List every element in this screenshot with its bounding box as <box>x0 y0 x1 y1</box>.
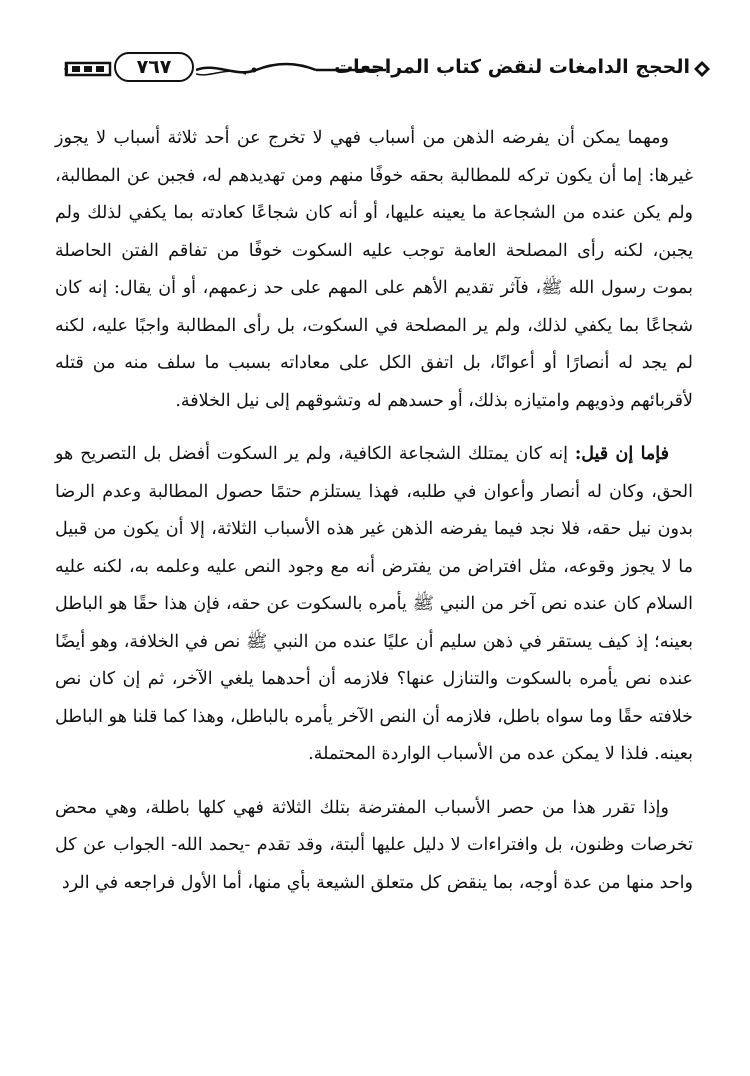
paragraph-2 <box>55 436 693 774</box>
diamond-ornament-icon <box>694 61 710 77</box>
running-title: الحجج الدامغات لنقض كتاب المراجعات <box>334 56 690 78</box>
paragraph-1-text: ومهما يمكن أن يفرضه الذهن من أسباب فهي لا تخرج عن أحد ثلاثة أسباب لا يجوز غيرها: إما أن يكون تركه للمطالبة بحقه خوفًا منهم ومن تهديدهم له، فجبن عن المطالبة، ولم يكن عنده من الشجاعة ما يعينه عليها، أو أنه كان شجاعًا كعادته بما يكفي لذلك ولم يجبن، لكنه رأى المصلحة العامة توجب عليه السكوت خوفًا من تفاقم الفتن الحاصلة بموت رسول الله ﷺ، فآثر تقديم الأهم على المهم على حد زعمهم، أو أن يقال: إنه كان شجاعًا بما يكفي لذلك، ولم ير المصلحة في السكوت، بل رأى المطالبة واجبًا عليه، لكنه لم يجد له أنصارًا أو أعوانًا، بل اتفق الكل على معاداته بسبب ما سلف منه من قتله لأقربائهم وذويهم وامتيازه بذلك، أو حسدهم له وتشوقهم إلى نيل الخلافة. <box>55 128 693 411</box>
paragraph-2-lead: فإما إن قيل: <box>574 444 669 464</box>
paragraph-3 <box>55 790 693 903</box>
main-text <box>55 120 693 902</box>
page-header <box>40 48 710 88</box>
scroll-ornament-icon <box>64 58 112 80</box>
paragraph-1 <box>55 120 693 420</box>
paragraph-3-text: وإذا تقرر هذا من حصر الأسباب المفترضة بتلك الثلاثة فهي كلها باطلة، وهي محض تخرصات وظنون، بل وافتراءات لا دليل عليها ألبتة، وقد تقدم -يحمد الله- الجواب عن كل واحد منها من عدة أوجه، بما ينقض كل متعلق الشيعة بأي منها، أما الأول فراجعه في الرد <box>55 797 693 893</box>
paragraph-2-text: إنه كان يمتلك الشجاعة الكافية، ولم ير السكوت أفضل بل التصريح هو الحق، وكان له أنصار وأعوان في طلبه، فهذا يستلزم حتمًا حصول المطالبة وعدم الرضا بدون نيل حقه، فلا نجد فيما يفرضه الذهن غير هذه الأسباب الثلاثة، إلا أن يكون من قبيل ما لا يجوز وقوعه، مثل افتراض من يفترض أنه مع وجود النص عليه وعلمه به، لكنه عليه السلام كان عنده نص آخر من النبي ﷺ يأمره بالسكوت عن حقه، فإن هذا حقًا هو الباطل بعينه؛ إذ كيف يستقر في ذهن سليم أن عليًا عنده من النبي ﷺ نص في الخلافة، وهو أيضًا عنده نص يأمره بالسكوت والتنازل عنها؟ فلازمه أن أحدهما يلغي الآخر، ثم إن كان نص خلافته حقًا وما سواه باطل، فلازمه أن النص الآخر يأمره بالباطل، وهذا كما قلنا هو الباطل بعينه. فلذا لا يمكن عده من الأسباب الواردة المحتملة. <box>55 444 693 764</box>
page-number: ٧٦٧ <box>114 52 194 82</box>
